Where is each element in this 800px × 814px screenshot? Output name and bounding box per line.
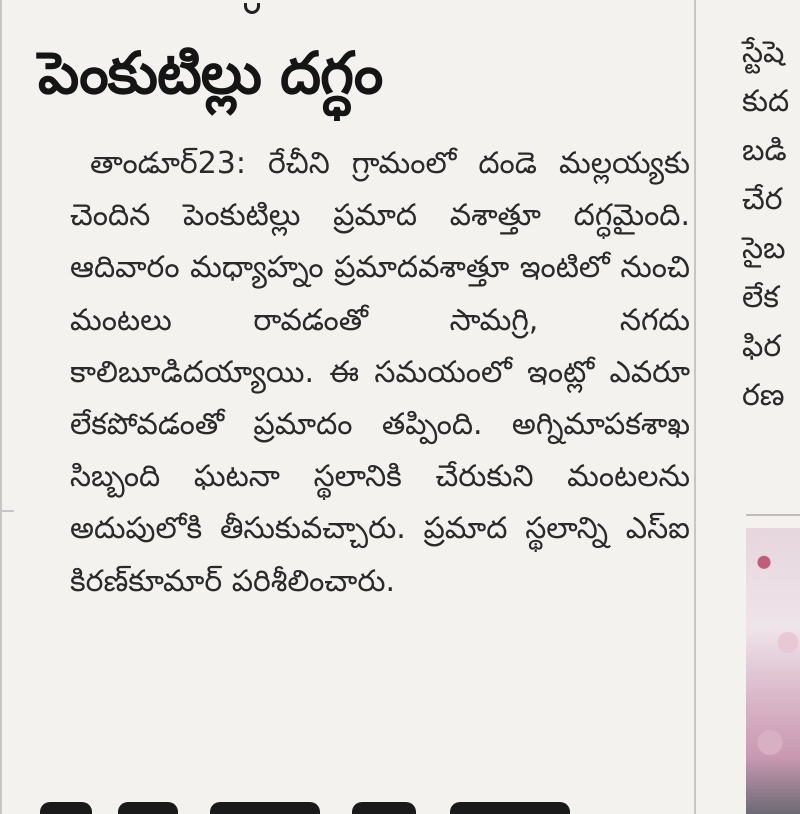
adjacent-article-column [712, 0, 800, 814]
column-divider [694, 0, 696, 814]
cut-off-previous-headline [230, 0, 270, 14]
adjacent-article-text: స్టేషె కుద బడి చేర సైబ లేక ఫిర రణ [742, 35, 790, 413]
adjacent-section-divider [746, 514, 800, 516]
news-photo [746, 528, 800, 814]
left-section-divider [0, 510, 14, 512]
left-margin-divider [0, 0, 2, 814]
cut-off-next-headline [40, 786, 660, 814]
article-headline: పెంకుటిల్లు దగ్ధం [38, 39, 383, 107]
article-paragraph: తాండూర్23: రేచీని గ్రామంలో దండె మల్లయ్యకు చెందిన పెంకుటిల్లు ప్రమాద వశాత్తూ దగ్ధమైంది. ఆదివారం మధ్యాహ్నం ప్రమాదవశాత్తూ ఇంటిలో నుంచి మంటలు రావడంతో సామగ్రి, నగదు కాలిబూడిదయ్యాయి. ఈ సమయంలో ఇంట్లో ఎవరూ లేకపోవడంతో ప్రమాదం తప్పింది. అగ్నిమాపకశాఖ సిబ్బంది ఘటనా స్థలానికి చేరుకుని మంటలను అదుపులోకి తీసుకువచ్చారు. ప్రమాద స్థలాన్ని ఎస్‌ఐ కిరణ్‌కూమార్ పరిశీలించారు. [70, 146, 690, 599]
article-body [70, 138, 690, 608]
